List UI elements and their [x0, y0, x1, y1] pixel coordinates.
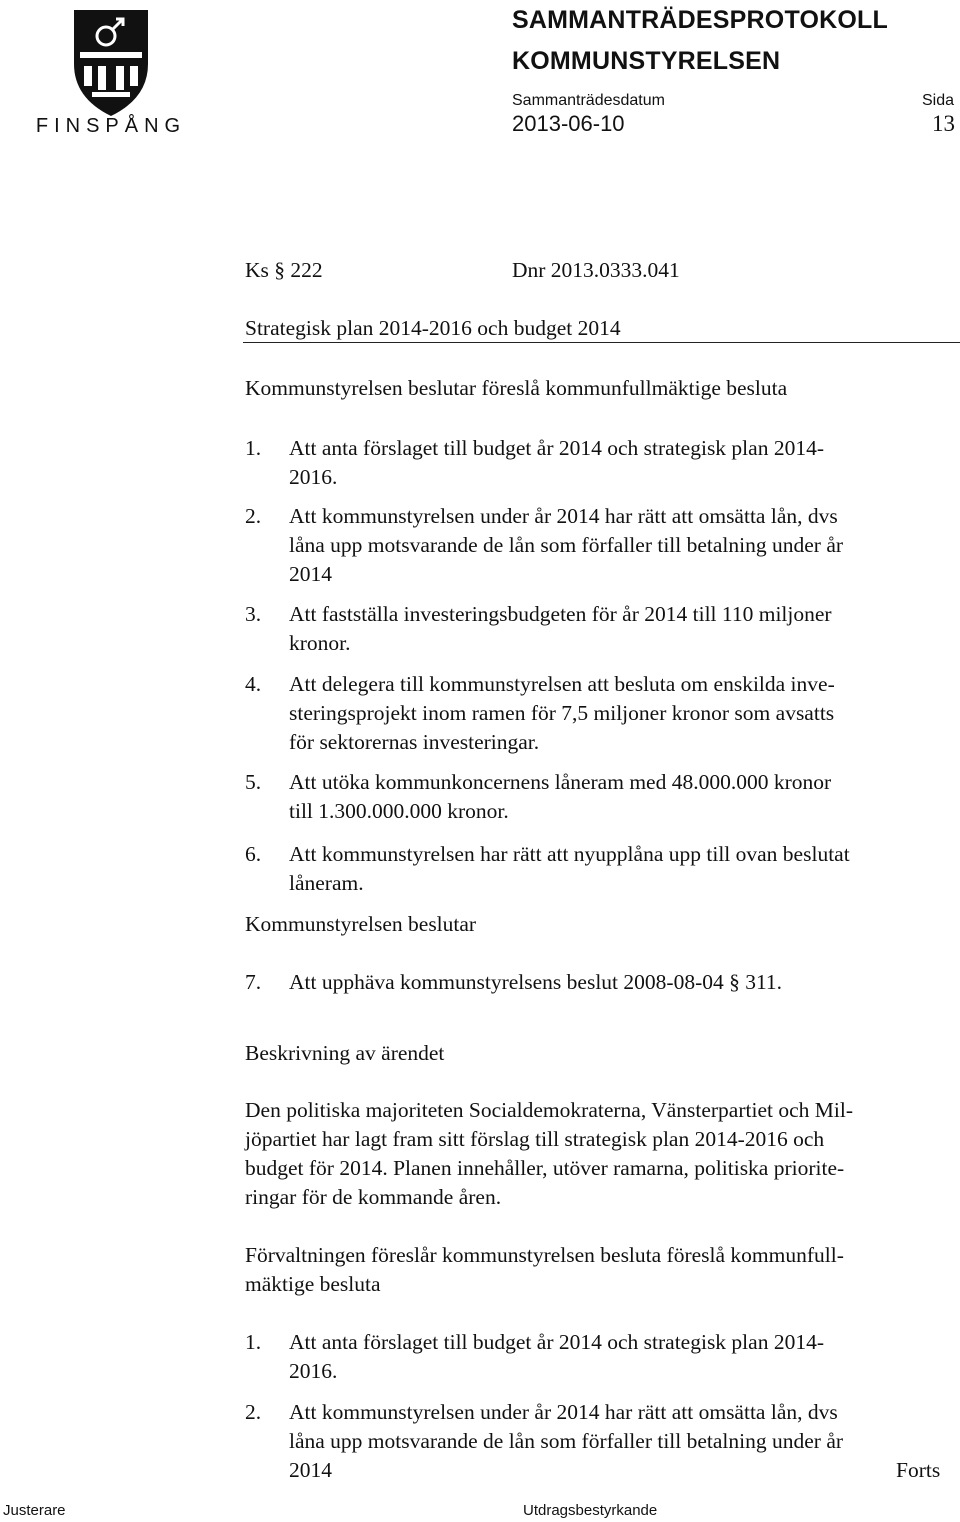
admin-proposal-1-number: 1. [245, 1330, 262, 1354]
description-p2-line-2: mäktige besluta [245, 1272, 381, 1296]
ks-decision-heading: Kommunstyrelsen beslutar [245, 912, 477, 936]
meeting-date: 2013-06-10 [512, 111, 625, 136]
proposal-heading: Kommunstyrelsen beslutar föreslå kommunfullmäktige besluta [245, 376, 788, 400]
description-p1-line-1: Den politiska majoriteten Socialdemokraterna, Vänsterpartiet och Mil- [245, 1098, 853, 1122]
proposal-3-line-1: Att fastställa investeringsbudgeten för år 2014 till 110 miljoner [289, 602, 832, 626]
proposal-6-line-2: låneram. [289, 871, 364, 895]
proposal-5-line-2: till 1.300.000.000 kronor. [289, 799, 509, 823]
admin-proposal-2-line-1: Att kommunstyrelsen under år 2014 har rätt att omsätta lån, dvs [289, 1400, 838, 1424]
description-p1-line-2: jöpartiet har lagt fram sitt förslag till strategisk plan 2014-2016 och [245, 1127, 825, 1151]
description-p2-line-1: Förvaltningen föreslår kommunstyrelsen besluta föreslå kommunfull- [245, 1243, 844, 1267]
ks-decision-number: 7. [245, 970, 262, 994]
proposal-2-line-2: låna upp motsvarande de lån som förfaller till betalning under år [289, 533, 844, 557]
proposal-1-line-2: 2016. [289, 465, 338, 489]
header-subtitle: KOMMUNSTYRELSEN [512, 47, 781, 75]
header-title: SAMMANTRÄDESPROTOKOLL [512, 6, 888, 34]
footer-adjuster-label: Justerare [3, 1502, 66, 1519]
continued-marker: Forts [896, 1458, 941, 1482]
proposal-6-number: 6. [245, 842, 262, 866]
proposal-5-line-1: Att utöka kommunkoncernens låneram med 48.000.000 kronor [289, 770, 832, 794]
description-p1-line-4: ringar för de kommande åren. [245, 1185, 502, 1209]
case-dnr: Dnr 2013.0333.041 [512, 258, 680, 282]
logo-text: FINSPÅNG [36, 115, 186, 136]
proposal-5-number: 5. [245, 770, 262, 794]
proposal-1-line-1: Att anta förslaget till budget år 2014 och strategisk plan 2014- [289, 436, 824, 460]
meeting-date-label: Sammanträdesdatum [512, 92, 665, 109]
case-title: Strategisk plan 2014-2016 och budget 2014 [245, 316, 621, 340]
case-paragraph-number: Ks § 222 [245, 258, 323, 282]
proposal-4-line-2: steringsprojekt inom ramen för 7,5 miljoner kronor som avsatts [289, 701, 835, 725]
page-label: Sida [922, 92, 955, 109]
proposal-2-line-1: Att kommunstyrelsen under år 2014 har rätt att omsätta lån, dvs [289, 504, 838, 528]
description-heading: Beskrivning av ärendet [245, 1041, 445, 1065]
admin-proposal-2-number: 2. [245, 1400, 262, 1424]
description-p1-line-3: budget för 2014. Planen innehåller, utöver ramarna, politiska priorite- [245, 1156, 845, 1180]
coat-of-arms-shield [74, 10, 148, 116]
proposal-4-number: 4. [245, 672, 262, 696]
admin-proposal-1-line-2: 2016. [289, 1359, 338, 1383]
proposal-3-number: 3. [245, 602, 262, 626]
finspang-logo [36, 8, 186, 136]
admin-proposal-2-line-3: 2014 [289, 1458, 332, 1482]
admin-proposal-1-line-1: Att anta förslaget till budget år 2014 och strategisk plan 2014- [289, 1330, 824, 1354]
footer-certification-label: Utdragsbestyrkande [523, 1502, 658, 1519]
page-number: 13 [932, 111, 955, 136]
proposal-3-line-2: kronor. [289, 631, 351, 655]
ks-decision-text: Att upphäva kommunstyrelsens beslut 2008-08-04 § 311. [289, 970, 783, 994]
title-rule [243, 342, 960, 343]
proposal-6-line-1: Att kommunstyrelsen har rätt att nyupplåna upp till ovan beslutat [289, 842, 850, 866]
proposal-2-number: 2. [245, 504, 262, 528]
proposal-1-number: 1. [245, 436, 262, 460]
proposal-4-line-1: Att delegera till kommunstyrelsen att besluta om enskilda inve- [289, 672, 835, 696]
proposal-4-line-3: för sektorernas investeringar. [289, 730, 540, 754]
proposal-2-line-3: 2014 [289, 562, 332, 586]
admin-proposal-2-line-2: låna upp motsvarande de lån som förfaller till betalning under år [289, 1429, 844, 1453]
